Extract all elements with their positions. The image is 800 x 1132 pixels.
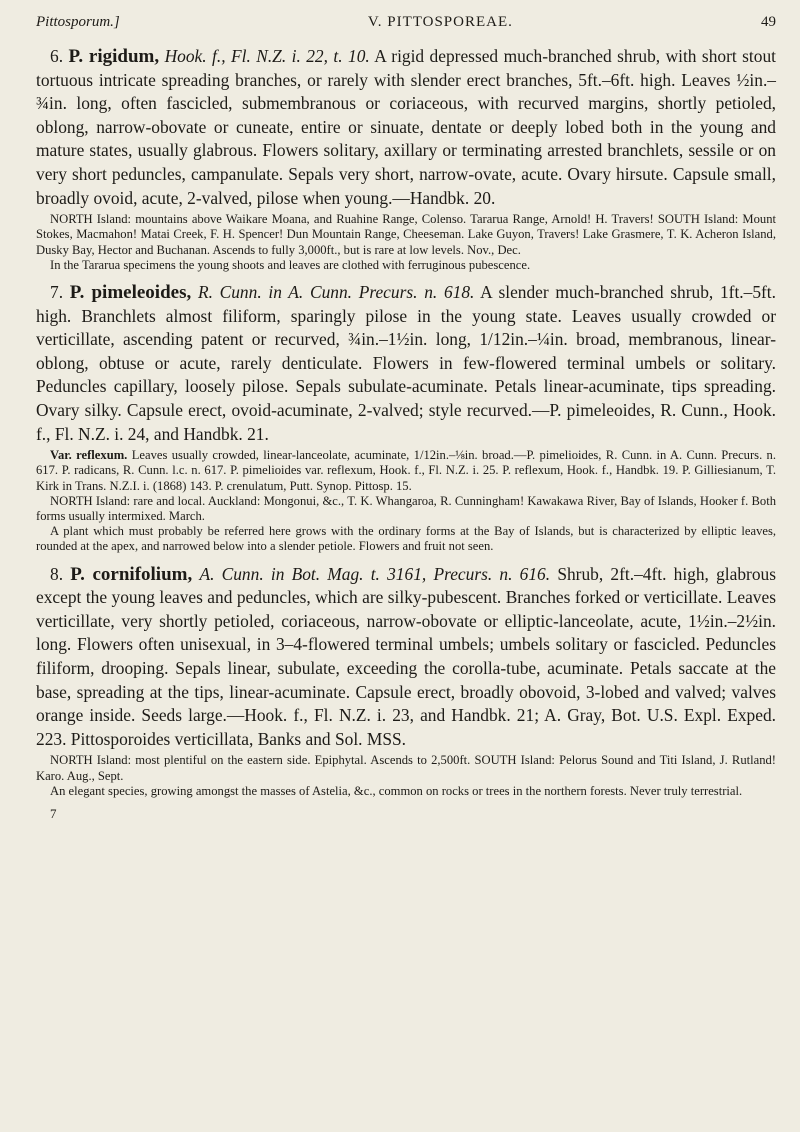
species-localities: NORTH Island: mountains above Waikare Moana, and Ruahine Range, Colenso. Tararua Range, Arnold! H. Travers! SOUTH Island: Mount Stokes, Macmahon! Matai Creek, F. H. Spencer! Dun Mountain Range, Cheeseman. Lake Guyon, Travers! Lake Grasmere, T. K. Acheron Island, Dusky Bay, Hector and Buchanan. Ascends to fully 3,000ft., but is rare at low levels. Nov., Dec. xyxy=(36,212,776,257)
species-note: In the Tararua specimens the young shoots and leaves are clothed with ferruginous pubescence. xyxy=(50,257,531,272)
running-head-genus: Pittosporum.] xyxy=(36,14,120,30)
species-note: An elegant species, growing amongst the masses of Astelia, &c., common on rocks or trees in the northern forests. Never truly terrestrial. xyxy=(50,783,743,798)
species-localities: NORTH Island: rare and local. Auckland: Mongonui, &c., T. K. Whangaroa, R. Cunningham! Kawakawa River, Bay of Islands, Hooker f. Both forms usually intermixed. March. xyxy=(36,493,776,523)
species-citation: R. Cunn. in A. Cunn. Precurs. n. 618. xyxy=(197,281,475,302)
species-name: P. cornifolium, xyxy=(70,563,193,585)
page-number: 49 xyxy=(760,14,776,30)
running-head xyxy=(36,12,776,32)
species-text: A slender much-branched shrub, 1ft.–5ft. high. Branchlets almost filiform, sparingly pilose in the young state. Leaves usually crowded or verticillate, ascending patent or recurved, ¾in.–1½in. long, 1/12in.–¼in. broad, membranous, linear-oblong, obtuse or acute, rarely denticulate. Flowers in few-flowered terminal umbels or solitary. Peduncles capillary, loosely pilose. Sepals subulate-acuminate. Petals linear-acuminate, tips spreading. Ovary silky. Capsule erect, ovoid-acuminate, 2-valved; style recurved.—P. pimeleoides, R. Cunn., Hook. f., Fl. N.Z. i. 24, and Handbk. 21. xyxy=(36,281,776,444)
species-entry-pimeleoides xyxy=(36,281,776,555)
species-text: Shrub, 2ft.–4ft. high, glabrous except the young leaves and peduncles, which are silky-pubescent. Branches forked or verticillate. Leaves verticillate, very shortly petioled, coriaceous, narrow-obovate or elliptic-lanceolate, acute, 1½in.–2½in. long. Flowers often unisexual, in 3–4-flowered terminal umbels; umbels solitary or fascicled. Peduncles filiform, drooping. Sepals linear, subulate, exceeding the corolla-tube, acuminate. Petals saccate at the base, spreading at the tips, linear-acuminate. Capsule erect, broadly obovoid, 3-lobed and valved; valves orange inside. Seeds large.—Hook. f., Fl. N.Z. i. 23, and Handbk. 21; A. Gray, Bot. U.S. Expl. Exped. 223. Pittosporoides verticillata, Banks and Sol. MSS. xyxy=(36,563,777,749)
species-localities: NORTH Island: most plentiful on the eastern side. Epiphytal. Ascends to 2,500ft. SOUTH Island: Pelorus Sound and Titi Island, J. Rutland! Karo. Aug., Sept. xyxy=(36,753,776,783)
variety-text: Leaves usually crowded, linear-lanceolate, acuminate, 1/12in.–⅛in. broad.—P. pimelioides, R. Cunn. in A. Cunn. Precurs. n. 617. P. radicans, R. Cunn. l.c. n. 617. P. pimelioides var. reflexum, Hook. f., Fl. N.Z. i. 25. P. reflexum, Hook. f., Handbk. 19. P. Gilliesianum, T. Kirk in Trans. N.Z.I. i. (1868) 143. P. crenulatum, Putt. Synop. Pittosp. 15. xyxy=(36,448,777,493)
species-note: A plant which must probably be referred here grows with the ordinary forms at the Bay of Islands, but is characterized by elliptic leaves, rounded at the apex, and narrowed below into a slender petiole. Flowers and fruit not seen. xyxy=(36,524,776,554)
running-head-family: V. PITTOSPOREAE. xyxy=(367,14,513,30)
species-description xyxy=(36,45,776,210)
species-entry-cornifolium xyxy=(36,563,776,799)
species-number: 8. xyxy=(50,563,64,584)
species-variety xyxy=(36,448,776,494)
species-citation: Hook. f., Fl. N.Z. i. 22, t. 10. xyxy=(164,46,370,66)
species-entry-rigidum xyxy=(36,45,776,273)
signature-mark: 7 xyxy=(50,805,57,821)
species-description xyxy=(36,563,776,752)
species-text: A rigid depressed much-branched shrub, with short stout tortuous intricate spreading branches, or rarely with slender erect branches, 5ft.–6ft. high. Leaves ½in.–¾in. long, often fascicled, submembranous or coriaceous, with recurved margins, shortly petioled, oblong, narrow-obovate or cuneate, entire or sinuate, dentate or deeply lobed both in the young and mature states, usually glabrous. Flowers solitary, axillary or terminating arrested branchlets, sessile or on very short peduncles, campanulate. Sepals very short, narrow-ovate, acute. Ovary hirsute. Capsule small, broadly ovoid, acute, 2-valved, pilose when young.—Handbk. 20. xyxy=(36,46,776,208)
variety-label: Var. reflexum. xyxy=(50,448,128,463)
species-citation: A. Cunn. in Bot. Mag. t. 3161, Precurs. n. 616. xyxy=(199,563,551,584)
species-description xyxy=(36,281,776,446)
species-number: 6. xyxy=(50,46,64,66)
species-name: P. pimeleoides, xyxy=(69,281,192,303)
species-name: P. rigidum, xyxy=(68,46,160,67)
species-number: 7. xyxy=(50,281,64,302)
